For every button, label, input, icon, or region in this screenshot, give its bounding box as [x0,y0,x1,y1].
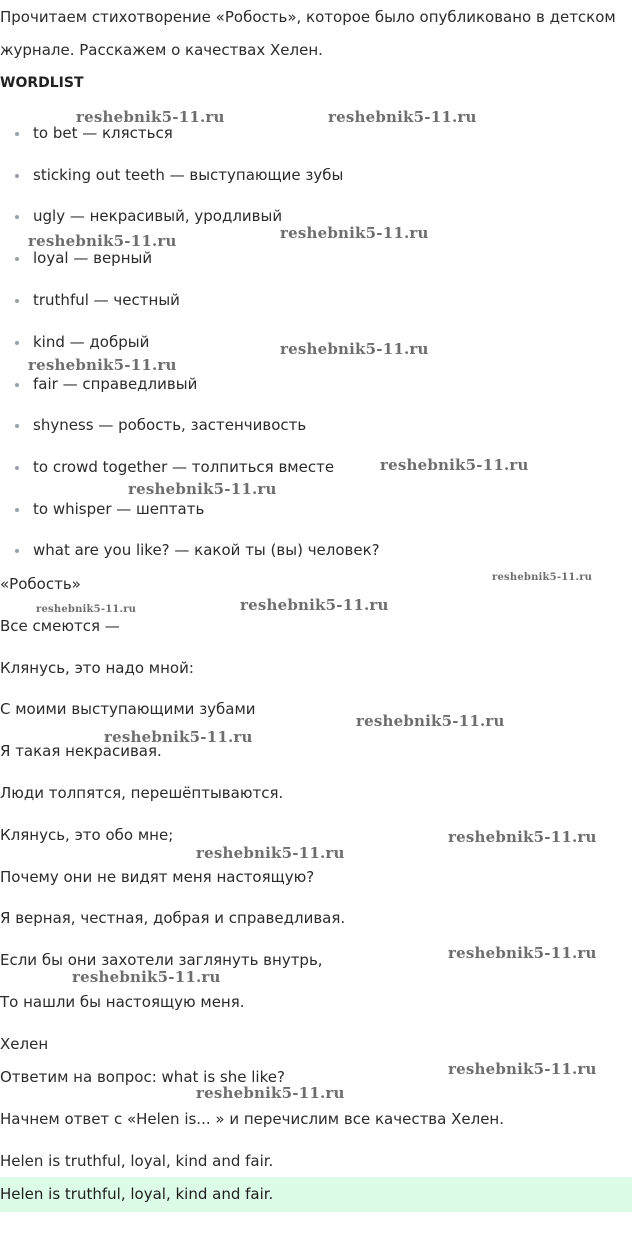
poem-author: Хелен [0,1035,49,1053]
bullet-dot-icon [15,299,19,303]
bullet-dot-icon [15,257,19,261]
watermark: reshebnik5-11.ru [36,604,137,615]
solution-explanation: Начнем ответ с «Helen is... » и перечислим все качества Хелен. [0,1110,505,1128]
poem-title: «Робость» [0,575,81,593]
bullet-dot-icon [15,215,19,219]
wordlist-item-text: ugly — некрасивый, уродливый [33,207,283,225]
watermark: reshebnik5-11.ru [28,356,177,374]
wordlist-item-text: shyness — робость, застенчивость [33,416,307,434]
poem-line: Я верная, честная, добрая и справедливая. [0,909,346,927]
wordlist-item-text: to crowd together — толпиться вместе [33,458,335,476]
poem-line: Все смеются — [0,617,120,635]
watermark: reshebnik5-11.ru [76,108,225,126]
bullet-dot-icon [15,466,19,470]
poem-line: Клянусь, это обо мне; [0,826,174,844]
intro-line-1: Прочитаем стихотворение «Робость», которое было опубликовано в детском [0,8,616,26]
wordlist-item-text: fair — справедливый [33,375,198,393]
bullet-dot-icon [15,549,19,553]
bullet-dot-icon [15,424,19,428]
wordlist-item-text: what are you like? — какой ты (вы) человек? [33,541,380,559]
poem-line: Почему они не видят меня настоящую? [0,868,315,886]
wordlist-item-text: loyal — верный [33,249,153,267]
watermark: reshebnik5-11.ru [492,572,593,583]
watermark: reshebnik5-11.ru [280,224,429,242]
watermark: reshebnik5-11.ru [196,1084,345,1102]
watermark: reshebnik5-11.ru [448,944,597,962]
solution-text: Helen is truthful, loyal, kind and fair. [0,1152,274,1170]
bullet-dot-icon [15,341,19,345]
watermark: reshebnik5-11.ru [356,712,505,730]
poem-line: С моими выступающими зубами [0,700,256,718]
wordlist-item-text: truthful — честный [33,291,180,309]
watermark: reshebnik5-11.ru [128,480,277,498]
watermark: reshebnik5-11.ru [328,108,477,126]
watermark: reshebnik5-11.ru [240,596,389,614]
watermark: reshebnik5-11.ru [280,340,429,358]
watermark: reshebnik5-11.ru [380,456,529,474]
wordlist-heading: WORDLIST [0,75,84,91]
watermark: reshebnik5-11.ru [196,844,345,862]
wordlist-item-text: sticking out teeth — выступающие зубы [33,166,344,184]
watermark: reshebnik5-11.ru [72,968,221,986]
wordlist-item-text: kind — добрый [33,333,150,351]
poem-line: То нашли бы настоящую меня. [0,993,245,1011]
watermark: reshebnik5-11.ru [104,728,253,746]
answer-box: Helen is truthful, loyal, kind and fair. [0,1177,632,1212]
bullet-dot-icon [15,508,19,512]
poem-line: Я такая некрасивая. [0,742,162,760]
poem-line: Люди толпятся, перешёптываются. [0,784,284,802]
watermark: reshebnik5-11.ru [448,828,597,846]
wordlist-item-text: to whisper — шептать [33,500,205,518]
poem-line: Если бы они захотели заглянуть внутрь, [0,951,323,969]
solution-question: Ответим на вопрос: what is she like? [0,1068,285,1086]
wordlist-item-text: to bet — клясться [33,124,173,142]
intro-line-2: журнале. Расскажем о качествах Хелен. [0,41,323,59]
poem-line: Клянусь, это надо мной: [0,659,194,677]
bullet-dot-icon [15,383,19,387]
watermark: reshebnik5-11.ru [448,1060,597,1078]
bullet-dot-icon [15,174,19,178]
bullet-dot-icon [15,132,19,136]
watermark: reshebnik5-11.ru [28,232,177,250]
